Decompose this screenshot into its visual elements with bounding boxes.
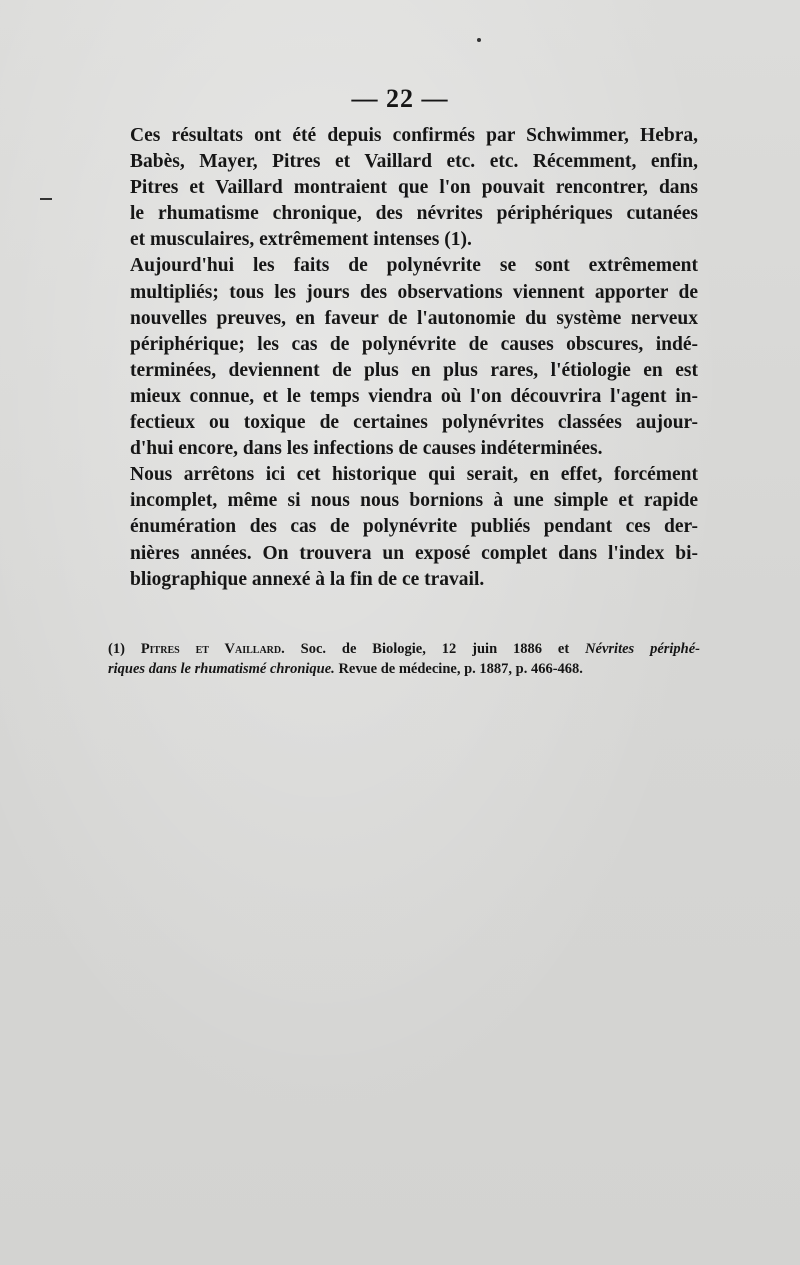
margin-dash bbox=[40, 198, 52, 200]
paragraph-3 bbox=[108, 462, 698, 592]
text-line: énumération des cas de polynévrite publiés pendant ces der- bbox=[130, 516, 698, 538]
text-line: multipliés; tous les jours des observations viennent apporter de bbox=[130, 281, 698, 303]
text-line: terminées, deviennent de plus en plus rares, l'étiologie en est bbox=[130, 359, 698, 381]
print-speck bbox=[477, 38, 481, 42]
footnote-line-2 bbox=[108, 660, 700, 680]
text-line: incomplet, même si nous nous bornions à une simple et rapide bbox=[130, 490, 698, 512]
footnote-authors: Pitres et Vaillard. bbox=[140, 641, 285, 657]
text-line: Pitres et Vaillard montraient que l'on pouvait rencontrer, dans bbox=[130, 177, 698, 199]
text-line: nouvelles preuves, en faveur de l'autonomie du système nerveux bbox=[130, 307, 698, 329]
text-line: périphérique; les cas de polynévrite de causes obscures, indé- bbox=[130, 333, 698, 355]
footnote-title-cont: riques dans le rhumatismé chronique. bbox=[108, 660, 335, 677]
footnote bbox=[108, 640, 700, 679]
text-line: mieux connue, et le temps viendra où l'on découvrira l'agent in- bbox=[130, 385, 698, 407]
bleed-through-texture bbox=[95, 595, 715, 1155]
text-line: Ces résultats ont été depuis confirmés par Schwimmer, Hebra, bbox=[130, 125, 698, 146]
page-number: — 22 — bbox=[351, 84, 449, 113]
paragraph-1 bbox=[108, 123, 698, 253]
text-line: nières années. On trouvera un exposé complet dans l'index bi- bbox=[130, 542, 698, 564]
text-line: et musculaires, extrêmement intenses (1). bbox=[130, 229, 472, 251]
footnote-title: Névrites périphé- bbox=[585, 641, 701, 657]
text-line: d'hui encore, dans les infections de causes indéterminées. bbox=[130, 438, 603, 460]
text-line: le rhumatisme chronique, des névrites périphériques cutanées bbox=[130, 203, 698, 225]
paragraph-2 bbox=[108, 253, 698, 462]
text-line: bliographique annexé à la fin de ce travail. bbox=[130, 568, 485, 590]
text-line: Aujourd'hui les faits de polynévrite se sont extrêmement bbox=[130, 255, 698, 277]
text-line: Nous arrêtons ici cet historique qui serait, en effet, forcément bbox=[130, 464, 698, 486]
footnote-line-1 bbox=[108, 640, 700, 660]
text-line: fectieux ou toxique de certaines polynévrites classées aujour- bbox=[130, 412, 698, 434]
text-line: Babès, Mayer, Pitres et Vaillard etc. etc. Récemment, enfin, bbox=[130, 151, 698, 173]
footnote-marker: (1) bbox=[108, 641, 125, 657]
footnote-source: Soc. de Biologie, 12 juin 1886 et bbox=[284, 641, 586, 657]
body-text bbox=[108, 123, 698, 593]
footnote-journal: Revue de médecine, p. 1887, p. 466-468. bbox=[334, 660, 583, 677]
